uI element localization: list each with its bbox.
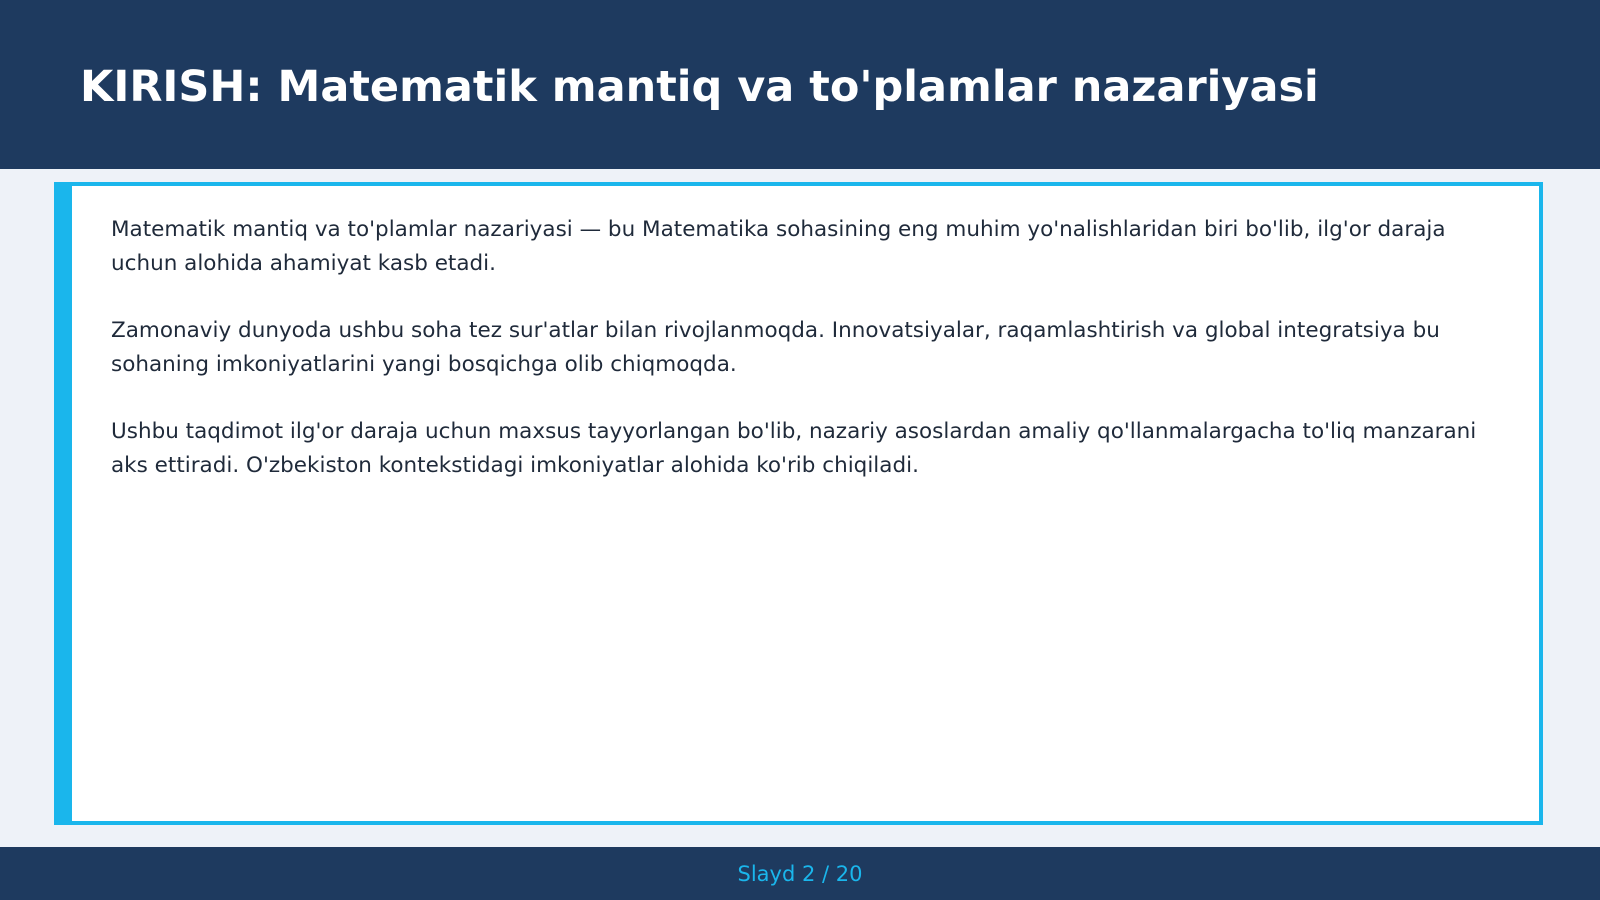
slide-title: KIRISH: Matematik mantiq va to'plamlar nazariyasi	[80, 62, 1319, 112]
intro-paragraph: Matematik mantiq va to'plamlar nazariyasi — bu Matematika sohasining eng muhim yo'nalishlaridan biri bo'lib, ilg'or daraja uchun alohida ahamiyat kasb etadi.	[111, 217, 1446, 276]
slide-number: Slayd 2 / 20	[737, 862, 863, 886]
development-paragraph: Zamonaviy dunyoda ushbu soha tez sur'atlar bilan rivojlanmoqda. Innovatsiyalar, raqamlashtirish va global integratsiya bu sohaning imkoniyatlarini yangi bosqichga olib chiqmoqda.	[111, 318, 1440, 377]
content-box	[54, 182, 1543, 825]
slide-footer	[0, 847, 1600, 900]
paragraph-list	[111, 213, 1511, 516]
slide-header	[0, 0, 1600, 169]
presentation-paragraph: Ushbu taqdimot ilg'or daraja uchun maxsus tayyorlangan bo'lib, nazariy asoslardan amaliy qo'llanmalargacha to'liq manzarani aks ettiradi. O'zbekiston kontekstidagi imkoniyatlar alohida ko'rib chiqiladi.	[111, 419, 1477, 478]
